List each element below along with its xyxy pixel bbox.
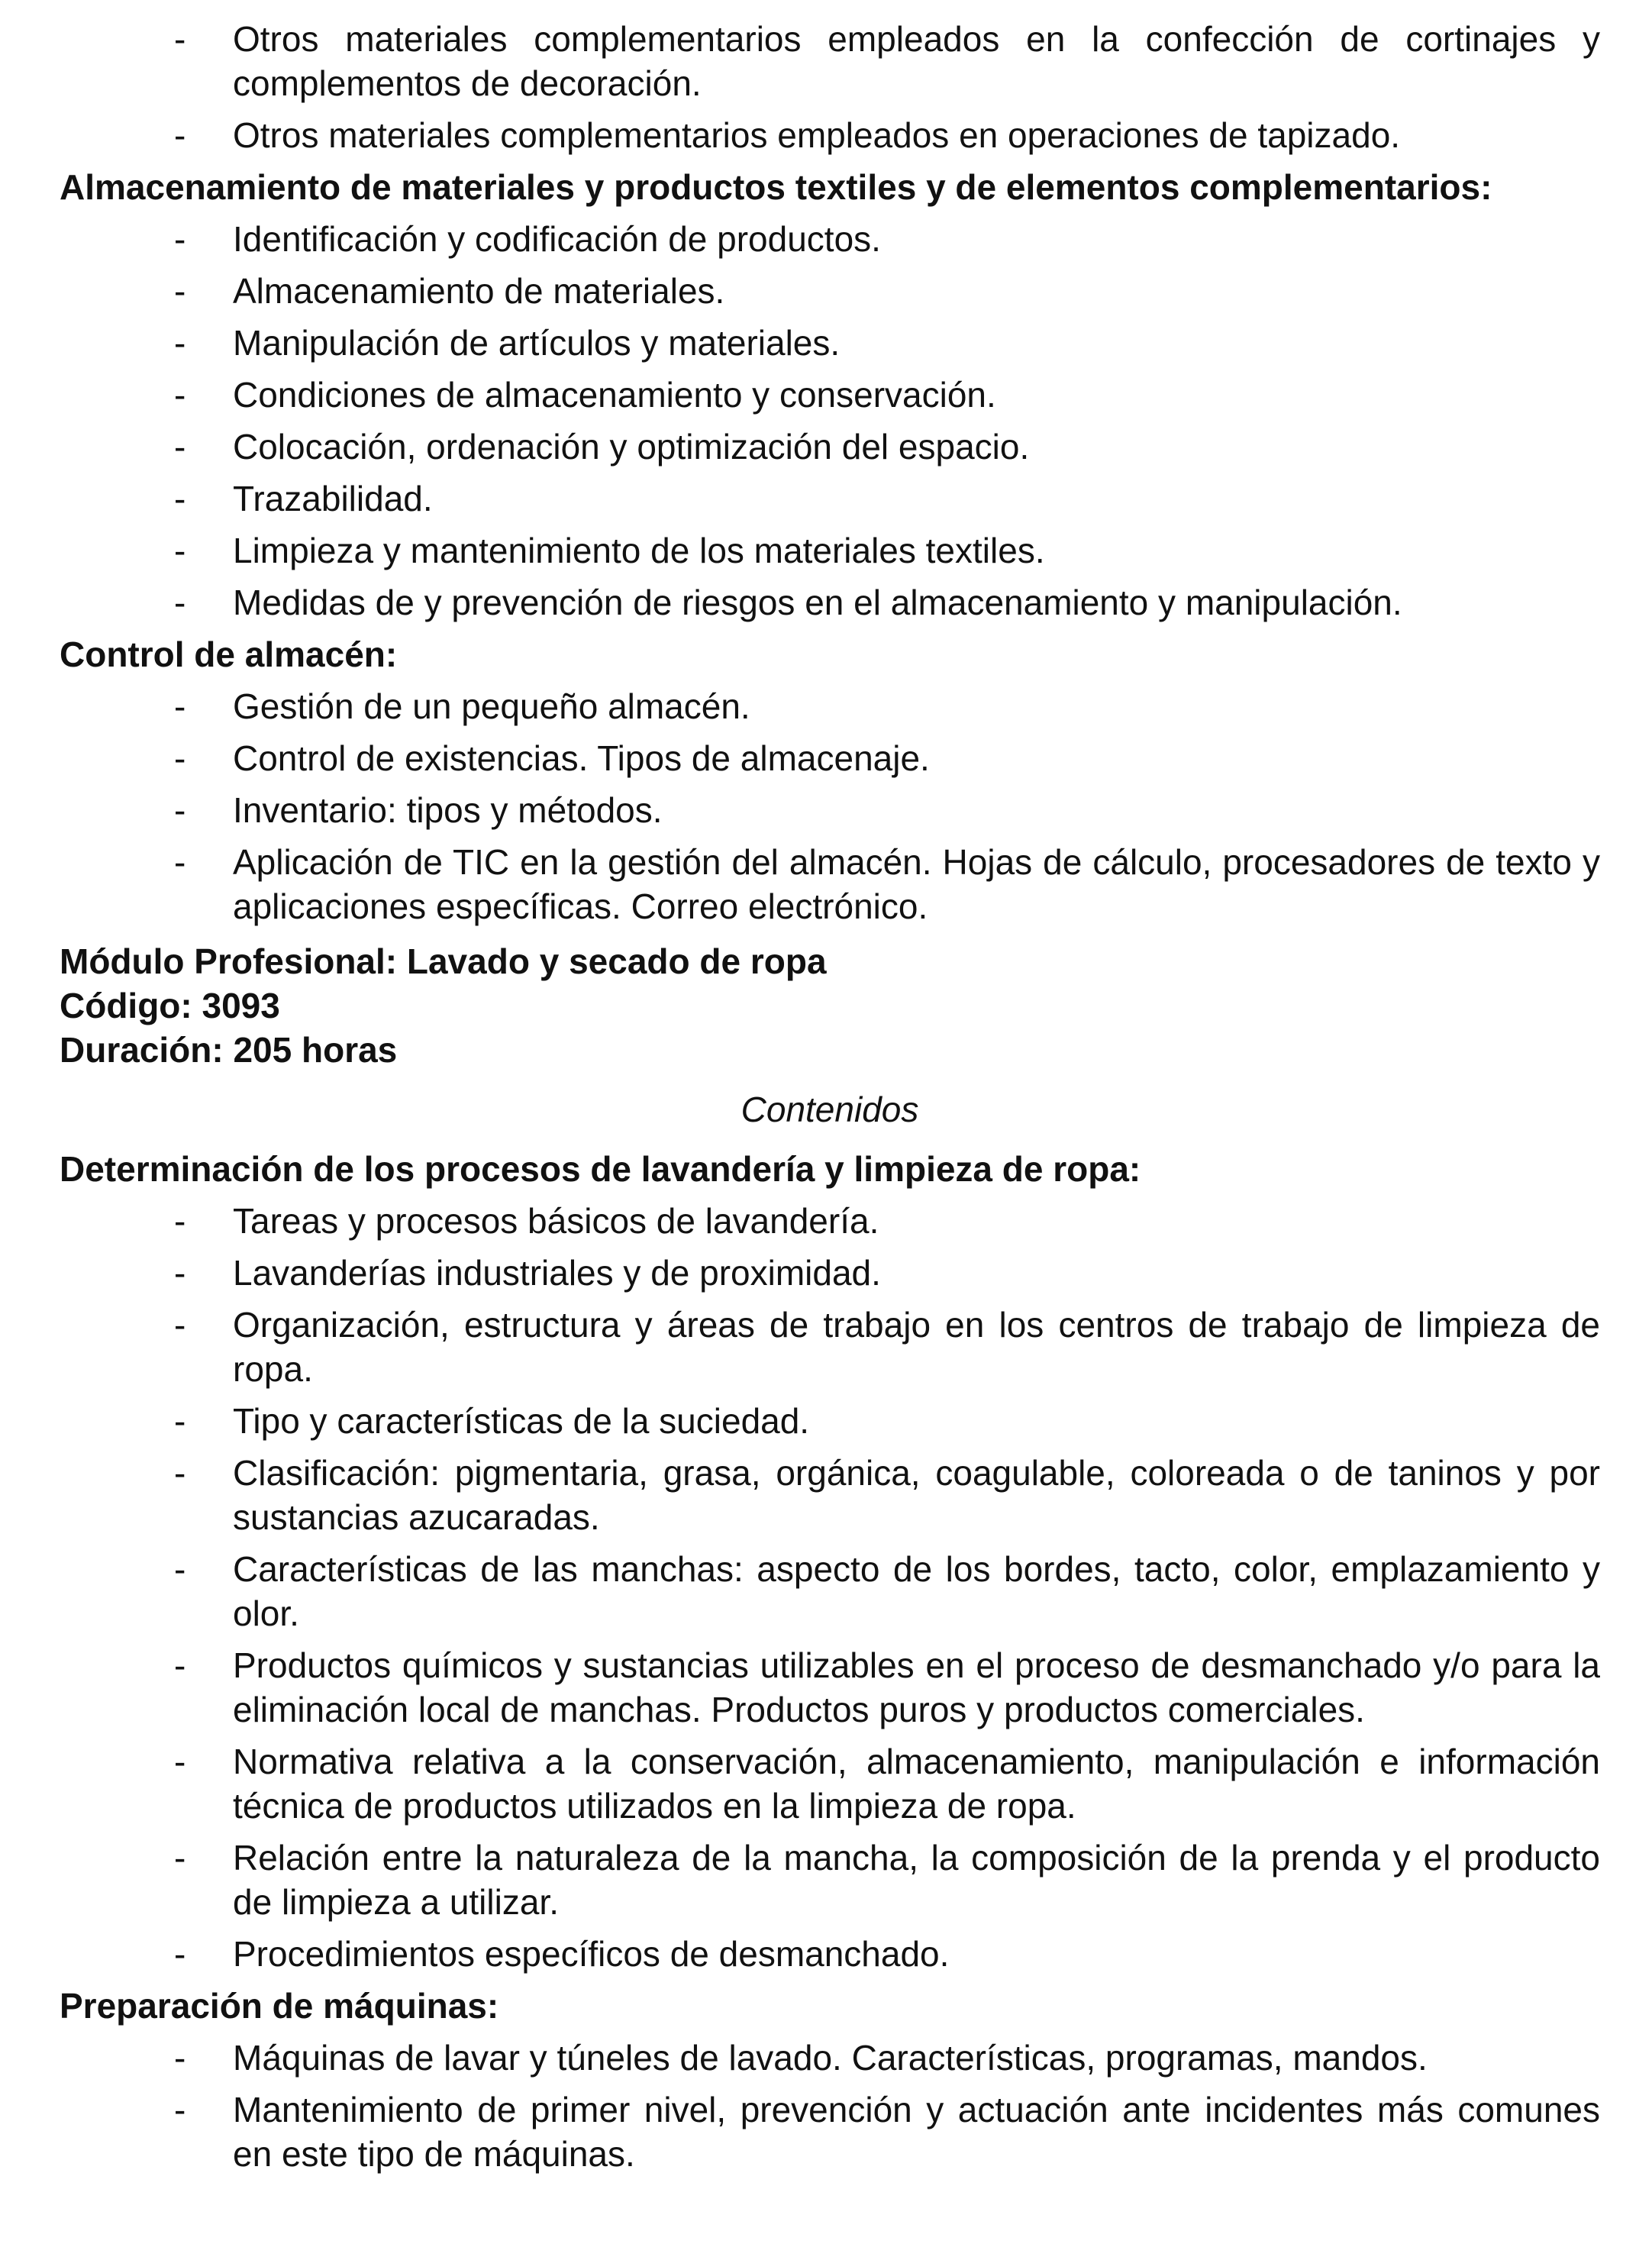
bullet-dash: -	[174, 479, 186, 518]
bullet-list	[60, 2036, 1600, 2176]
bullet-dash: -	[174, 2090, 186, 2129]
bullet-dash: -	[174, 738, 186, 778]
list-item-text: Otros materiales complementarios empleados en la confección de cortinajes y complementos de decoración.	[233, 19, 1600, 103]
section-heading: Determinación de los procesos de lavandería y limpieza de ropa:	[60, 1149, 1141, 1189]
list-item	[60, 1251, 1600, 1295]
list-item-text: Identificación y codificación de productos.	[233, 219, 881, 259]
bullet-dash: -	[174, 375, 186, 415]
list-item-text: Clasificación: pigmentaria, grasa, orgánica, coagulable, coloreada o de taninos y por sustancias azucaradas.	[233, 1453, 1600, 1537]
bullet-dash: -	[174, 219, 186, 259]
bullet-dash: -	[174, 2038, 186, 2078]
list-item	[60, 425, 1600, 469]
list-item	[60, 17, 1600, 105]
list-item	[60, 1303, 1600, 1391]
bullet-dash: -	[174, 531, 186, 570]
bullet-dash: -	[174, 323, 186, 363]
list-item	[60, 684, 1600, 728]
bullet-dash: -	[174, 1934, 186, 1974]
list-item	[60, 528, 1600, 573]
list-item	[60, 1643, 1600, 1732]
list-item-text: Productos químicos y sustancias utilizables en el proceso de desmanchado y/o para la eliminación local de manchas. Productos puros y productos comerciales.	[233, 1645, 1600, 1729]
section-heading: Almacenamiento de materiales y productos textiles y de elementos complementarios:	[60, 167, 1492, 207]
list-item	[60, 269, 1600, 313]
bullet-list	[60, 684, 1600, 928]
list-item	[60, 1932, 1600, 1976]
bullet-dash: -	[174, 1742, 186, 1781]
bullet-dash: -	[174, 583, 186, 622]
list-item-text: Colocación, ordenación y optimización del espacio.	[233, 427, 1030, 467]
list-item-text: Tipo y características de la suciedad.	[233, 1401, 810, 1441]
list-item	[60, 1199, 1600, 1243]
bullet-dash: -	[174, 19, 186, 59]
list-item-text: Manipulación de artículos y materiales.	[233, 323, 841, 363]
bullet-dash: -	[174, 427, 186, 467]
list-item	[60, 2087, 1600, 2176]
list-item-text: Máquinas de lavar y túneles de lavado. Características, programas, mandos.	[233, 2038, 1428, 2078]
bullet-dash: -	[174, 1253, 186, 1293]
list-item	[60, 2036, 1600, 2080]
bullet-dash: -	[174, 842, 186, 882]
bullet-dash: -	[174, 1201, 186, 1241]
list-item-text: Control de existencias. Tipos de almacenaje.	[233, 738, 930, 778]
list-item-text: Normativa relativa a la conservación, almacenamiento, manipulación e información técnica de productos utilizados en la limpieza de ropa.	[233, 1742, 1600, 1826]
list-item	[60, 1836, 1600, 1924]
bullet-dash: -	[174, 1305, 186, 1345]
module-code: Código: 3093	[60, 986, 280, 1025]
list-item-text: Procedimientos específicos de desmanchado.	[233, 1934, 950, 1974]
module-duration: Duración: 205 horas	[60, 1030, 398, 1070]
list-item	[60, 113, 1600, 157]
list-item	[60, 1399, 1600, 1443]
list-item-text: Mantenimiento de primer nivel, prevención y actuación ante incidentes más comunes en este tipo de máquinas.	[233, 2090, 1600, 2174]
list-item-text: Limpieza y mantenimiento de los materiales textiles.	[233, 531, 1045, 570]
list-item	[60, 1547, 1600, 1635]
bullet-list	[60, 217, 1600, 625]
list-item	[60, 788, 1600, 832]
list-item-text: Otros materiales complementarios empleados en operaciones de tapizado.	[233, 115, 1401, 155]
bullet-dash: -	[174, 1549, 186, 1589]
bullet-dash: -	[174, 271, 186, 311]
list-item-text: Trazabilidad.	[233, 479, 433, 518]
list-item	[60, 1451, 1600, 1539]
list-item-text: Lavanderías industriales y de proximidad.	[233, 1253, 881, 1293]
list-item-text: Características de las manchas: aspecto de los bordes, tacto, color, emplazamiento y olor.	[233, 1549, 1600, 1633]
list-item	[60, 321, 1600, 365]
bullet-dash: -	[174, 790, 186, 830]
list-item-text: Almacenamiento de materiales.	[233, 271, 725, 311]
list-item-text: Gestión de un pequeño almacén.	[233, 686, 750, 726]
module-header	[60, 939, 1600, 1072]
list-item	[60, 1739, 1600, 1828]
list-item	[60, 840, 1600, 928]
module-title: Módulo Profesional: Lavado y secado de ropa	[60, 941, 827, 981]
list-item	[60, 476, 1600, 521]
list-item-text: Tareas y procesos básicos de lavandería.	[233, 1201, 879, 1241]
bullet-dash: -	[174, 1453, 186, 1493]
bullet-list	[60, 1199, 1600, 1976]
section-heading: Preparación de máquinas:	[60, 1986, 499, 2026]
list-item-text: Aplicación de TIC en la gestión del almacén. Hojas de cálculo, procesadores de texto y aplicaciones específicas. Correo electrónico.	[233, 842, 1600, 926]
list-item	[60, 580, 1600, 625]
section-heading: Control de almacén:	[60, 634, 398, 674]
bullet-dash: -	[174, 686, 186, 726]
list-item-text: Inventario: tipos y métodos.	[233, 790, 663, 830]
contents-label: Contenidos	[740, 1090, 919, 1129]
list-item-text: Organización, estructura y áreas de trabajo en los centros de trabajo de limpieza de ropa.	[233, 1305, 1600, 1389]
bullet-dash: -	[174, 1645, 186, 1685]
list-item-text: Condiciones de almacenamiento y conservación.	[233, 375, 996, 415]
bullet-list	[60, 17, 1600, 157]
bullet-dash: -	[174, 115, 186, 155]
list-item-text: Medidas de y prevención de riesgos en el almacenamiento y manipulación.	[233, 583, 1402, 622]
list-item	[60, 373, 1600, 417]
list-item	[60, 217, 1600, 261]
list-item	[60, 736, 1600, 780]
list-item-text: Relación entre la naturaleza de la mancha, la composición de la prenda y el producto de limpieza a utilizar.	[233, 1838, 1600, 1922]
bullet-dash: -	[174, 1838, 186, 1878]
bullet-dash: -	[174, 1401, 186, 1441]
